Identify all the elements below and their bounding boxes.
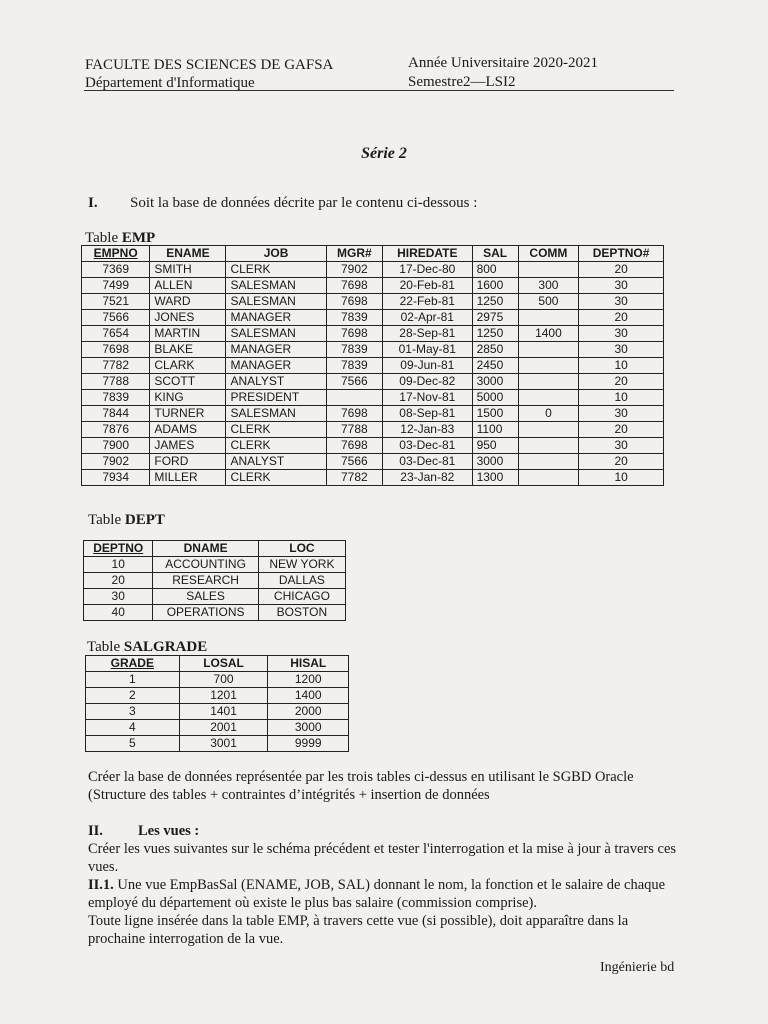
emp-cell: PRESIDENT: [226, 390, 326, 406]
emp-cell: 7902: [326, 262, 382, 278]
dept-cell: NEW YORK: [258, 557, 345, 573]
emp-row: [82, 294, 664, 310]
salgrade-body: [86, 672, 349, 752]
emp-cell: 1250: [472, 294, 518, 310]
dept-row: [84, 573, 346, 589]
emp-cell: 20-Feb-81: [383, 278, 473, 294]
salgrade-cell: 2: [86, 688, 180, 704]
salgrade-header-row: [86, 656, 349, 672]
emp-cell: MANAGER: [226, 358, 326, 374]
salgrade-cell: 1: [86, 672, 180, 688]
item-number: II.1.: [88, 877, 114, 893]
emp-cell: 7654: [82, 326, 150, 342]
dept-cell: CHICAGO: [258, 589, 345, 605]
dept-cell: DALLAS: [258, 573, 345, 589]
dept-cell: RESEARCH: [153, 573, 258, 589]
emp-cell: 10: [579, 470, 664, 486]
section-2-title: Les vues :: [138, 823, 200, 839]
emp-cell: 01-May-81: [383, 342, 473, 358]
emp-cell: 7902: [82, 454, 150, 470]
emp-column-header: JOB: [226, 246, 326, 262]
salgrade-column-header: HISAL: [268, 656, 349, 672]
emp-cell: 7698: [326, 438, 382, 454]
emp-cell: 23-Jan-82: [383, 470, 473, 486]
item-text: Une vue EmpBasSal (ENAME, JOB, SAL) donnant le nom, la fonction et le salaire de chaque employé du département où existe le plus bas salaire (commission comprise).: [88, 877, 666, 911]
emp-cell: 7698: [326, 326, 382, 342]
emp-cell: 2975: [472, 310, 518, 326]
emp-row: [82, 326, 664, 342]
emp-cell: MANAGER: [226, 310, 326, 326]
emp-row: [82, 278, 664, 294]
emp-cell: 7876: [82, 422, 150, 438]
dept-body: [84, 557, 346, 621]
emp-cell: 20: [579, 310, 664, 326]
emp-cell: 3000: [472, 454, 518, 470]
dept-table: [83, 540, 346, 621]
emp-column-header: EMPNO: [82, 246, 150, 262]
dept-cell: 20: [84, 573, 153, 589]
emp-cell: 7698: [326, 294, 382, 310]
emp-cell: CLERK: [226, 470, 326, 486]
emp-cell: 2450: [472, 358, 518, 374]
emp-row: [82, 374, 664, 390]
salgrade-row: [86, 672, 349, 688]
emp-row: [82, 454, 664, 470]
section-2-item: [88, 876, 688, 912]
dept-cell: ACCOUNTING: [153, 557, 258, 573]
salgrade-cell: 1401: [179, 704, 268, 720]
emp-cell: SMITH: [150, 262, 226, 278]
salgrade-cell: 2000: [268, 704, 349, 720]
salgrade-cell: 9999: [268, 736, 349, 752]
emp-cell: BLAKE: [150, 342, 226, 358]
salgrade-row: [86, 720, 349, 736]
emp-cell: 22-Feb-81: [383, 294, 473, 310]
dept-cell: 10: [84, 557, 153, 573]
emp-body: [82, 262, 664, 486]
section-1-number: I.: [88, 195, 98, 211]
salgrade-cell: 2001: [179, 720, 268, 736]
section-2-number: II.: [88, 823, 103, 839]
emp-cell: 1500: [472, 406, 518, 422]
emp-cell: 20: [579, 422, 664, 438]
salgrade-column-header: LOSAL: [179, 656, 268, 672]
emp-cell: 7844: [82, 406, 150, 422]
header-divider: [84, 90, 674, 91]
dept-cell: OPERATIONS: [153, 605, 258, 621]
dept-cell: BOSTON: [258, 605, 345, 621]
emp-cell: ANALYST: [226, 454, 326, 470]
emp-cell: 17-Dec-80: [383, 262, 473, 278]
emp-column-header: DEPTNO#: [579, 246, 664, 262]
emp-column-header: COMM: [518, 246, 579, 262]
salgrade-cell: 1200: [268, 672, 349, 688]
emp-cell: TURNER: [150, 406, 226, 422]
emp-cell: FORD: [150, 454, 226, 470]
salgrade-cell: 3001: [179, 736, 268, 752]
dept-cell: 40: [84, 605, 153, 621]
emp-cell: 09-Dec-82: [383, 374, 473, 390]
emp-cell: MARTIN: [150, 326, 226, 342]
emp-cell: 20: [579, 454, 664, 470]
salgrade-cell: 1400: [268, 688, 349, 704]
emp-cell: 5000: [472, 390, 518, 406]
emp-column-header: ENAME: [150, 246, 226, 262]
dept-caption-name: DEPT: [124, 512, 165, 528]
emp-cell: 7934: [82, 470, 150, 486]
dept-cell: SALES: [153, 589, 258, 605]
emp-caption-name: EMP: [121, 230, 156, 246]
emp-cell: 03-Dec-81: [383, 454, 473, 470]
emp-row: [82, 438, 664, 454]
emp-cell: 09-Jun-81: [383, 358, 473, 374]
emp-cell: JAMES: [150, 438, 226, 454]
emp-cell: 30: [579, 438, 664, 454]
emp-cell: CLERK: [226, 262, 326, 278]
salgrade-cell: 5: [86, 736, 180, 752]
emp-cell: 12-Jan-83: [383, 422, 473, 438]
emp-row: [82, 342, 664, 358]
emp-cell: 10: [579, 358, 664, 374]
emp-cell: 7839: [82, 390, 150, 406]
emp-cell: 08-Sep-81: [383, 406, 473, 422]
emp-cell: 02-Apr-81: [383, 310, 473, 326]
section-2-heading: [88, 822, 688, 840]
salgrade-row: [86, 688, 349, 704]
dept-row: [84, 589, 346, 605]
emp-cell: [326, 390, 382, 406]
emp-cell: 7839: [326, 342, 382, 358]
emp-cell: 950: [472, 438, 518, 454]
emp-row: [82, 358, 664, 374]
emp-column-header: SAL: [472, 246, 518, 262]
salgrade-column-header: GRADE: [86, 656, 180, 672]
emp-cell: 17-Nov-81: [383, 390, 473, 406]
emp-cell: SCOTT: [150, 374, 226, 390]
section-1-text: Soit la base de données décrite par le contenu ci-dessous :: [130, 195, 478, 211]
emp-cell: [518, 422, 579, 438]
emp-cell: [518, 358, 579, 374]
emp-cell: 7566: [82, 310, 150, 326]
dept-header-row: [84, 541, 346, 557]
emp-column-header: MGR#: [326, 246, 382, 262]
dept-column-header: DEPTNO: [84, 541, 153, 557]
emp-cell: 30: [579, 326, 664, 342]
emp-cell: 10: [579, 390, 664, 406]
section-2: [88, 822, 688, 948]
emp-cell: KING: [150, 390, 226, 406]
emp-cell: SALESMAN: [226, 406, 326, 422]
emp-row: [82, 310, 664, 326]
emp-cell: 7900: [82, 438, 150, 454]
emp-cell: JONES: [150, 310, 226, 326]
emp-cell: CLERK: [226, 438, 326, 454]
emp-cell: WARD: [150, 294, 226, 310]
emp-row: [82, 470, 664, 486]
emp-cell: 7566: [326, 454, 382, 470]
emp-cell: 30: [579, 294, 664, 310]
emp-cell: 7788: [326, 422, 382, 438]
emp-cell: [518, 454, 579, 470]
emp-cell: CLERK: [226, 422, 326, 438]
emp-cell: SALESMAN: [226, 294, 326, 310]
salgrade-caption-prefix: Table: [87, 639, 124, 655]
emp-cell: 7566: [326, 374, 382, 390]
emp-cell: 03-Dec-81: [383, 438, 473, 454]
emp-table: [81, 245, 664, 486]
dept-row: [84, 557, 346, 573]
salgrade-row: [86, 736, 349, 752]
emp-header-row: [82, 246, 664, 262]
emp-cell: 1600: [472, 278, 518, 294]
emp-row: [82, 422, 664, 438]
salgrade-caption-name: SALGRADE: [123, 639, 208, 655]
dept-caption: [88, 512, 165, 529]
emp-cell: SALESMAN: [226, 326, 326, 342]
emp-cell: [518, 470, 579, 486]
emp-cell: 800: [472, 262, 518, 278]
salgrade-table: [85, 655, 349, 752]
emp-cell: CLARK: [150, 358, 226, 374]
salgrade-caption: [87, 639, 207, 656]
emp-cell: 500: [518, 294, 579, 310]
emp-cell: 7698: [82, 342, 150, 358]
emp-cell: MANAGER: [226, 342, 326, 358]
dept-caption-prefix: Table: [88, 512, 125, 528]
emp-cell: 7782: [82, 358, 150, 374]
dept-column-header: LOC: [258, 541, 345, 557]
emp-row: [82, 262, 664, 278]
emp-cell: 30: [579, 278, 664, 294]
emp-cell: 0: [518, 406, 579, 422]
emp-cell: [518, 390, 579, 406]
emp-cell: ADAMS: [150, 422, 226, 438]
emp-cell: ANALYST: [226, 374, 326, 390]
header-left: [85, 56, 333, 92]
emp-cell: MILLER: [150, 470, 226, 486]
faculty-name: FACULTE DES SCIENCES DE GAFSA: [85, 57, 334, 73]
emp-cell: 1400: [518, 326, 579, 342]
emp-cell: 1300: [472, 470, 518, 486]
section-1-intro: [88, 195, 477, 212]
emp-caption-prefix: Table: [85, 230, 122, 246]
emp-cell: 1100: [472, 422, 518, 438]
emp-cell: 20: [579, 262, 664, 278]
salgrade-cell: 3000: [268, 720, 349, 736]
emp-cell: 7698: [326, 406, 382, 422]
emp-cell: [518, 342, 579, 358]
emp-cell: [518, 374, 579, 390]
emp-cell: 300: [518, 278, 579, 294]
emp-cell: 7788: [82, 374, 150, 390]
emp-cell: 30: [579, 406, 664, 422]
emp-cell: 2850: [472, 342, 518, 358]
section-2-intro: Créer les vues suivantes sur le schéma précédent et tester l'interrogation et la mise à jour à travers ces vues.: [88, 841, 677, 875]
emp-cell: 7698: [326, 278, 382, 294]
emp-cell: 7839: [326, 358, 382, 374]
emp-cell: 7369: [82, 262, 150, 278]
department-name: Département d'Informatique: [85, 75, 255, 91]
emp-cell: 7499: [82, 278, 150, 294]
emp-cell: 28-Sep-81: [383, 326, 473, 342]
section-2-item-note: Toute ligne insérée dans la table EMP, à travers cette vue (si possible), doit apparaître dans la prochaine interrogation de la vue.: [88, 913, 629, 947]
salgrade-cell: 700: [179, 672, 268, 688]
salgrade-row: [86, 704, 349, 720]
salgrade-cell: 3: [86, 704, 180, 720]
emp-cell: [518, 262, 579, 278]
salgrade-cell: 1201: [179, 688, 268, 704]
emp-cell: SALESMAN: [226, 278, 326, 294]
page-title: Série 2: [361, 145, 407, 162]
emp-cell: 30: [579, 342, 664, 358]
dept-column-header: DNAME: [153, 541, 258, 557]
emp-row: [82, 406, 664, 422]
emp-cell: 7521: [82, 294, 150, 310]
emp-cell: 7839: [326, 310, 382, 326]
create-instruction: Créer la base de données représentée par les trois tables ci-dessus en utilisant le SGBD Oracle (Structure des tables + contraintes d’intégrités + insertion de données: [88, 769, 634, 803]
salgrade-cell: 4: [86, 720, 180, 736]
emp-cell: [518, 310, 579, 326]
emp-cell: [518, 438, 579, 454]
semester: Semestre2—LSI2: [408, 74, 516, 90]
header-right: [408, 54, 598, 92]
emp-cell: ALLEN: [150, 278, 226, 294]
dept-row: [84, 605, 346, 621]
emp-cell: 20: [579, 374, 664, 390]
emp-cell: 7782: [326, 470, 382, 486]
academic-year: Année Universitaire 2020-2021: [408, 55, 598, 71]
emp-column-header: HIREDATE: [383, 246, 473, 262]
footer-label: Ingénierie bd: [600, 960, 675, 975]
emp-cell: 1250: [472, 326, 518, 342]
emp-row: [82, 390, 664, 406]
emp-cell: 3000: [472, 374, 518, 390]
dept-cell: 30: [84, 589, 153, 605]
